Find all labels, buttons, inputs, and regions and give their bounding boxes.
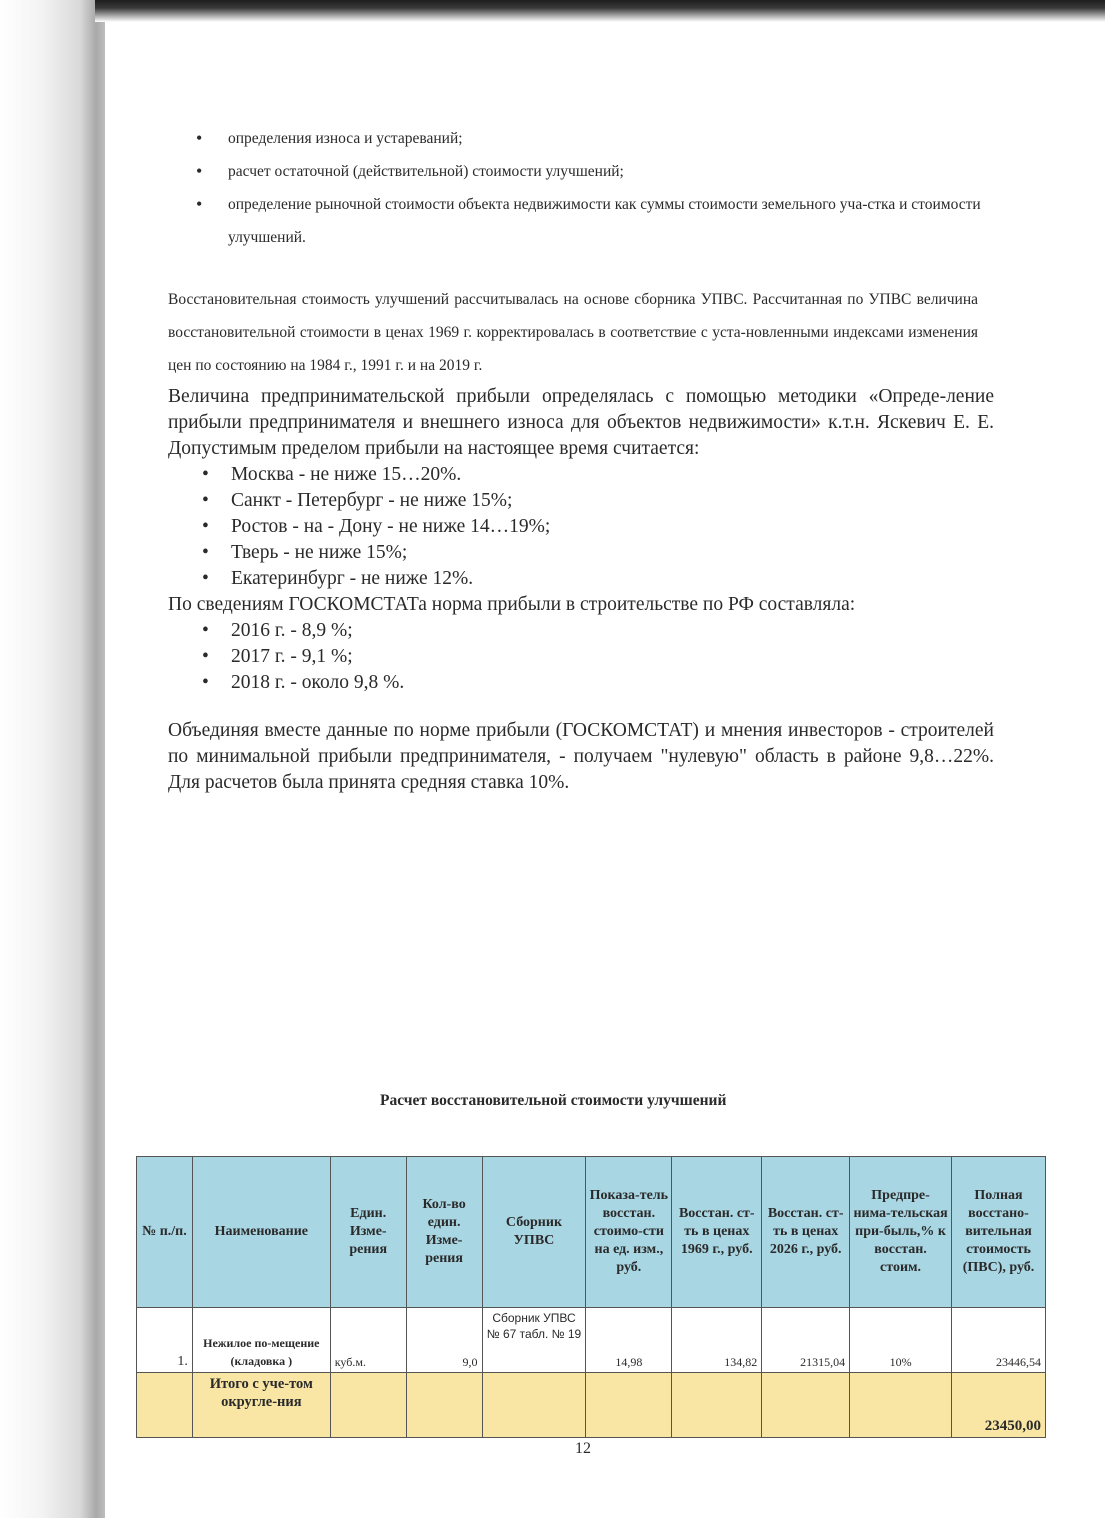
column-header: Показа-тель восстан. стоимо-сти на ед. изм., руб. [586, 1157, 672, 1308]
cell-empty [406, 1373, 482, 1438]
cell-empty [762, 1373, 850, 1438]
table-title: Расчет восстановительной стоимости улучшений [380, 1092, 727, 1109]
column-header: № п./п. [137, 1157, 193, 1308]
years-list [200, 618, 404, 696]
cell-empty [586, 1373, 672, 1438]
column-header: Восстан. ст-ть в ценах 2026 г., руб. [762, 1157, 850, 1308]
column-header: Полная восстано-вительная стоимость (ПВС), руб. [952, 1157, 1046, 1308]
column-header: Восстан. ст-ть в ценах 1969 г., руб. [672, 1157, 762, 1308]
total-label: Итого с уче-том округле-ния [192, 1373, 330, 1438]
cell-profit: 10% [850, 1308, 952, 1373]
cell-cost-1969: 134,82 [672, 1308, 762, 1373]
cell-empty [672, 1373, 762, 1438]
cell-empty [850, 1373, 952, 1438]
list-item: • 2018 г. - около 9,8 %. [200, 670, 404, 696]
cell-name: Нежилое по-мещение (кладовка ) [192, 1308, 330, 1373]
list-item: • определения износа и устареваний; [190, 122, 990, 155]
list-item: • Екатеринбург - не ниже 12%. [200, 566, 550, 592]
column-header: Сборник УПВС [482, 1157, 586, 1308]
cell-unit-cost: 14,98 [586, 1308, 672, 1373]
cell-empty [330, 1373, 406, 1438]
paragraph-upvs: Восстановительная стоимость улучшений рассчитывалась на основе сборника УПВС. Рассчитанная по УПВС величина восстановительной стоимости в ценах 1969 г. корректировалась в соответствие с уста-новленными индексами изменения цен по состоянию на 1984 г., 1991 г. и на 2019 г. [168, 291, 978, 374]
paragraph-goskomstat: По сведениям ГОСКОМСТАТа норма прибыли в строительстве по РФ составляла: [168, 594, 856, 615]
stages-list [190, 122, 990, 254]
cell-total: 23446,54 [952, 1308, 1046, 1373]
column-header: Кол-во един. Изме-рения [406, 1157, 482, 1308]
cell-empty [137, 1373, 193, 1438]
table-total-row [137, 1373, 1046, 1438]
total-value: 23450,00 [952, 1373, 1046, 1438]
list-item: • Тверь - не ниже 15%; [200, 540, 550, 566]
page-number: 12 [575, 1440, 591, 1457]
list-item: • определение рыночной стоимости объекта недвижимости как суммы стоимости земельного уча-стка и стоимости улучшений. [190, 188, 990, 254]
cell-empty [482, 1373, 586, 1438]
cities-list [200, 462, 550, 592]
cell-source: Сборник УПВС № 67 табл. № 19 [482, 1308, 586, 1373]
list-item: • 2016 г. - 8,9 %; [200, 618, 404, 644]
cost-table [136, 1156, 1046, 1438]
list-item: • 2017 г. - 9,1 %; [200, 644, 404, 670]
list-item: • расчет остаточной (действительной) стоимости улучшений; [190, 155, 990, 188]
table-header-row [137, 1157, 1046, 1308]
column-header: Предпре-нима-тельская при-быль,% к восстан. стоим. [850, 1157, 952, 1308]
list-item: • Москва - не ниже 15…20%. [200, 462, 550, 488]
cell-qty: 9,0 [406, 1308, 482, 1373]
list-item: • Ростов - на - Дону - не ниже 14…19%; [200, 514, 550, 540]
cell-num: 1. [137, 1308, 193, 1373]
paragraph-conclusion: Объединяя вместе данные по норме прибыли (ГОСКОМСТАТ) и мнения инвесторов - строителей по минимальной прибыли предпринимателя, - получаем "нулевую" область в районе 9,8…22%. Для расчетов была принята средняя ставка 10%. [168, 720, 994, 793]
column-header: Един. Изме-рения [330, 1157, 406, 1308]
list-item: • Санкт - Петербург - не ниже 15%; [200, 488, 550, 514]
paragraph-profit-method: Величина предпринимательской прибыли определялась с помощью методики «Опреде-ление прибыли предпринимателя и внешнего износа для объектов недвижимости» к.т.н. Яскевич Е. Е. Допустимым пределом прибыли на настоящее время считается: [168, 386, 994, 459]
column-header: Наименование [192, 1157, 330, 1308]
table-row [137, 1308, 1046, 1373]
cell-cost-2026: 21315,04 [762, 1308, 850, 1373]
cell-unit: куб.м. [330, 1308, 406, 1373]
